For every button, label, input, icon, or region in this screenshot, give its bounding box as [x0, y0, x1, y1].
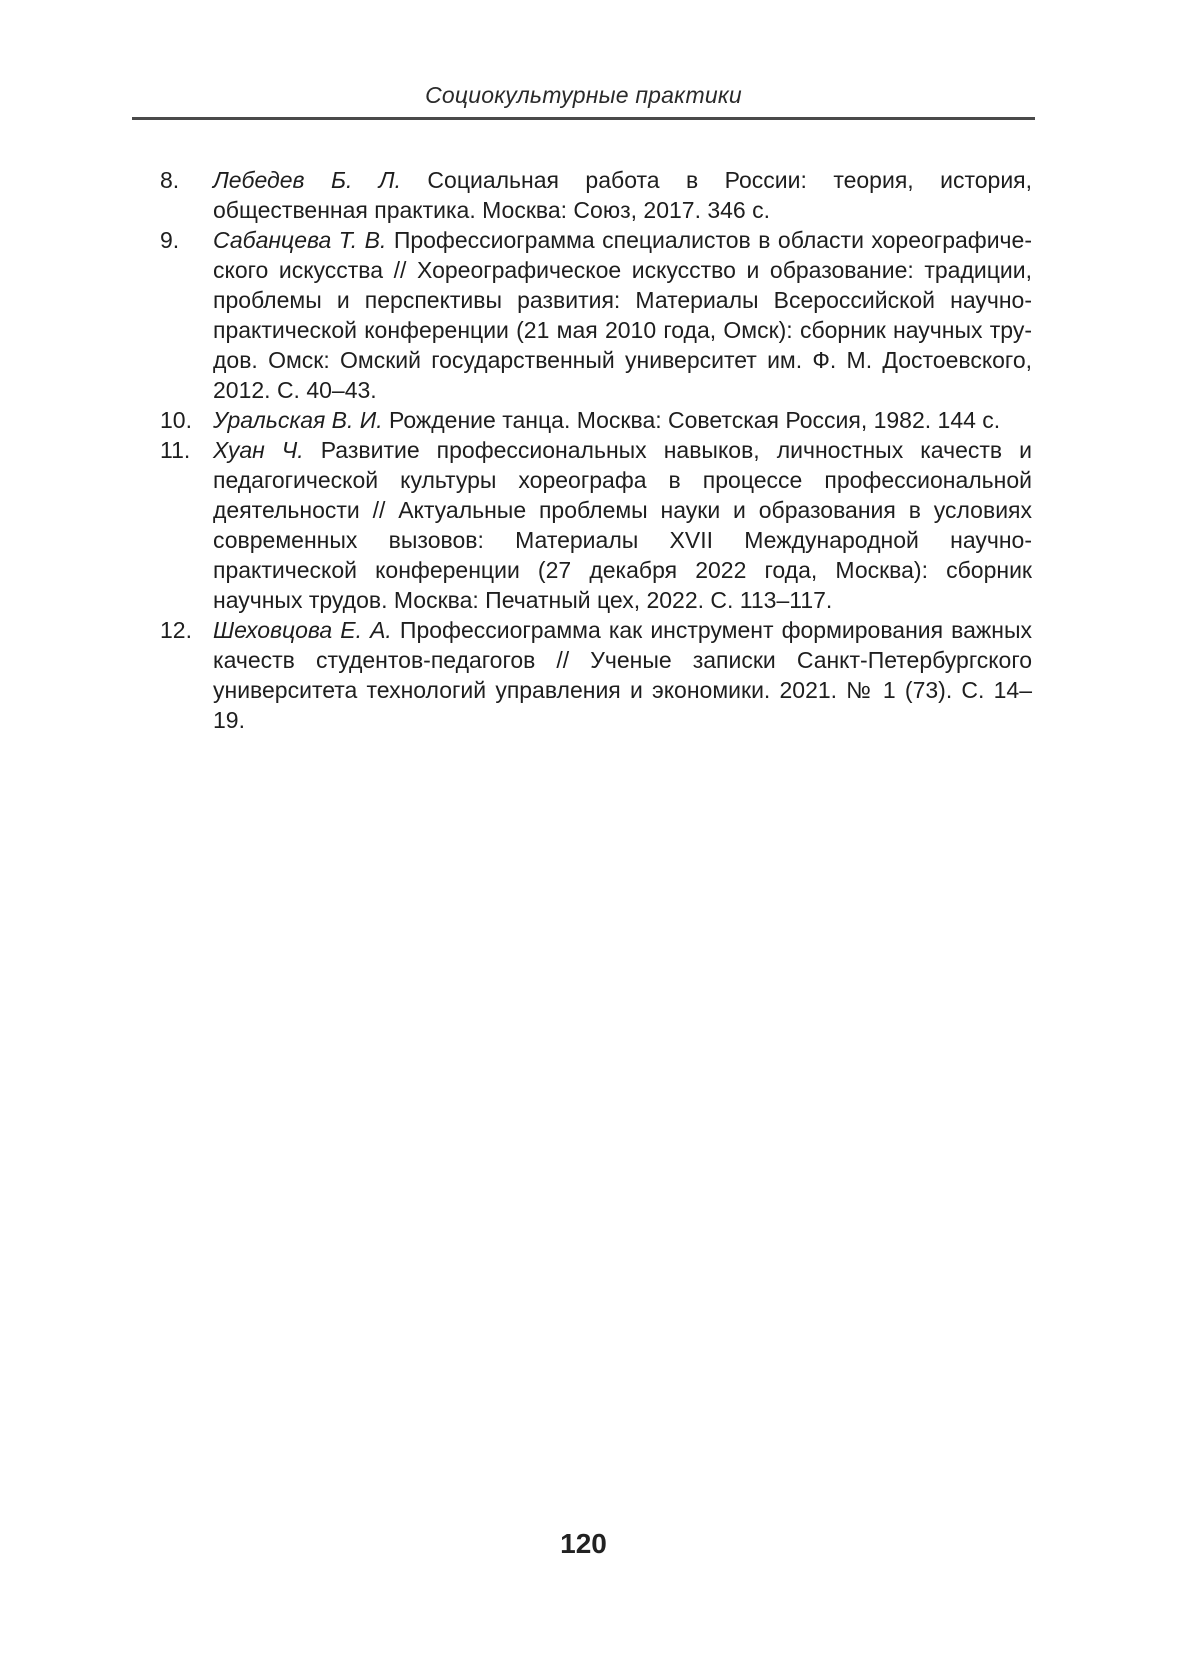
reference-text: Развитие профессиональных навыков, личностных качеств и педагогической культуры хореографа в процессе профессиональной деятельности // Актуальные проблемы науки и образования в условиях современных вызовов: Материалы XVII Международной научно-практической конференции (27 декабря 2022 года, Москва): сборник научных трудов. Москва: Печатный цех, 2022. С. 113–117. [213, 437, 1032, 613]
reference-text: Профессиограмма как инструмент формирования важных качеств студентов-педагогов // Ученые записки Санкт-Петербургского университета технологий управления и экономики. 2021. № 1 (73). С. 14–19. [213, 617, 1033, 733]
reference-item [160, 225, 1032, 405]
reference-item [160, 435, 1032, 615]
reference-item [160, 615, 1032, 735]
reference-number: 12. [160, 617, 192, 643]
running-header-title: Социокультурные практики [425, 82, 742, 108]
reference-author: Хуан Ч. [213, 437, 304, 463]
reference-list [160, 165, 1032, 735]
page-number: 120 [560, 1528, 607, 1559]
reference-number: 8. [160, 167, 180, 193]
reference-author: Уральская В. И. [213, 407, 383, 433]
reference-author: Сабанцева Т. В. [213, 227, 387, 253]
reference-number: 11. [160, 437, 191, 463]
reference-text: Рождение танца. Москва: Советская Россия, 1982. 144 с. [389, 407, 1001, 433]
reference-number: 9. [160, 227, 180, 253]
reference-author: Шеховцова Е. А. [213, 617, 392, 643]
reference-number: 10. [160, 407, 192, 433]
reference-item [160, 405, 1032, 435]
header-rule-divider [132, 117, 1035, 120]
reference-author: Лебедев Б. Л. [213, 167, 401, 193]
reference-text: Социальная работа в России: теория, история, общественная практика. Москва: Союз, 2017. 346 с. [213, 167, 1033, 223]
reference-item [160, 165, 1032, 225]
reference-text: Профессиограмма специалистов в области хореографического искусства // Хореографическое искусство и образование: традиции, проблемы и перспективы развития: Материалы Всероссийской научно-практической конференции (21 мая 2010 года, Омск): сборник научных трудов. Омск: Омский государственный университет им. Ф. М. Достоевского, 2012. С. 40–43. [213, 227, 1032, 403]
